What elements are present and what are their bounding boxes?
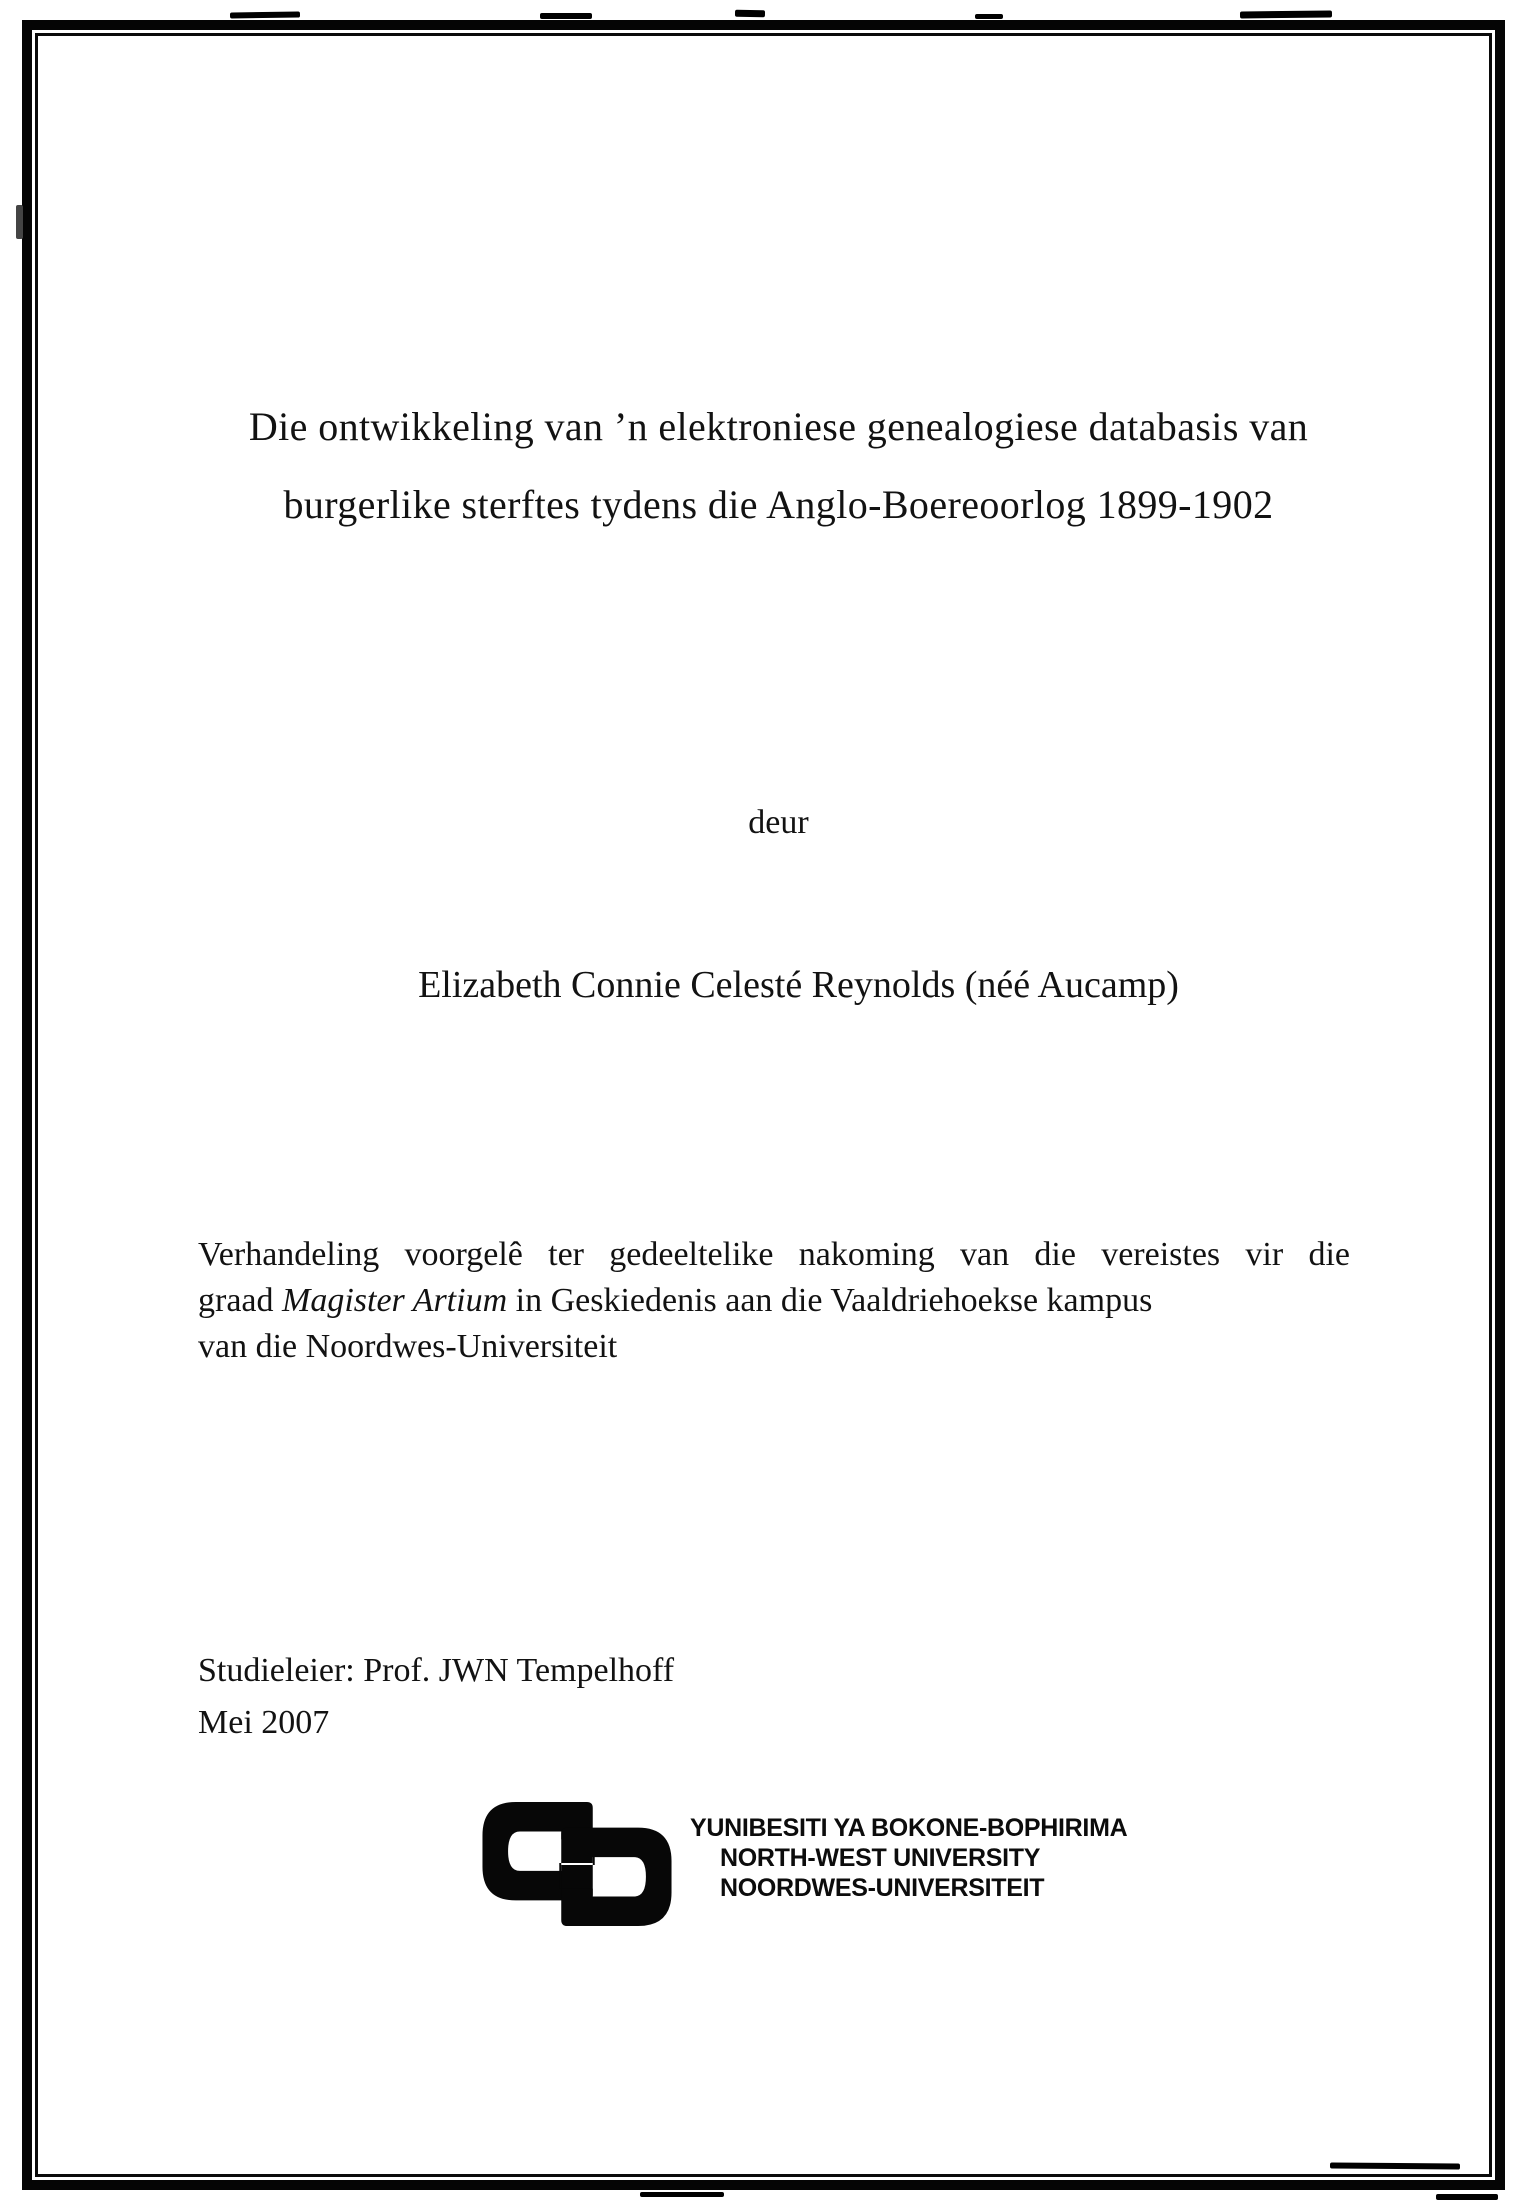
university-name-setswana: YUNIBESITI YA BOKONE-BOPHIRIMA [690,1814,1128,1842]
statement-line2-post: in Geskiedenis aan die Vaaldriehoekse kampus [507,1282,1153,1319]
thesis-title-line2: burgerlike sterftes tydens die Anglo-Boereoorlog 1899-1902 [283,482,1274,527]
nwu-logo-icon [478,1800,676,1928]
degree-name: Magister Artium [282,1282,508,1319]
university-logo [478,1800,1127,1928]
university-name-block [690,1813,1127,1903]
supervisor-block [198,1645,674,1749]
statement-line2-pre: graad [198,1282,283,1319]
thesis-title-line1: Die ontwikkeling van ’n elektroniese genealogiese databasis van [248,404,1309,449]
byline: deur [748,804,809,841]
date-line: Mei 2007 [198,1704,330,1741]
university-name-afrikaans: NOORDWES-UNIVERSITEIT [720,1874,1045,1902]
statement-line2 [198,1278,1350,1324]
statement-line1: Verhandeling voorgelê ter gedeeltelike nakoming van die vereistes vir die [198,1236,1350,1273]
university-name-english: NORTH-WEST UNIVERSITY [720,1844,1041,1872]
thesis-title [60,388,1497,544]
submission-statement [198,1232,1350,1370]
supervisor-line: Studieleier: Prof. JWN Tempelhoff [198,1652,675,1689]
author-name: Elizabeth Connie Celesté Reynolds (néé Aucamp) [418,964,1179,1006]
statement-line3: van die Noordwes-Universiteit [198,1328,618,1365]
